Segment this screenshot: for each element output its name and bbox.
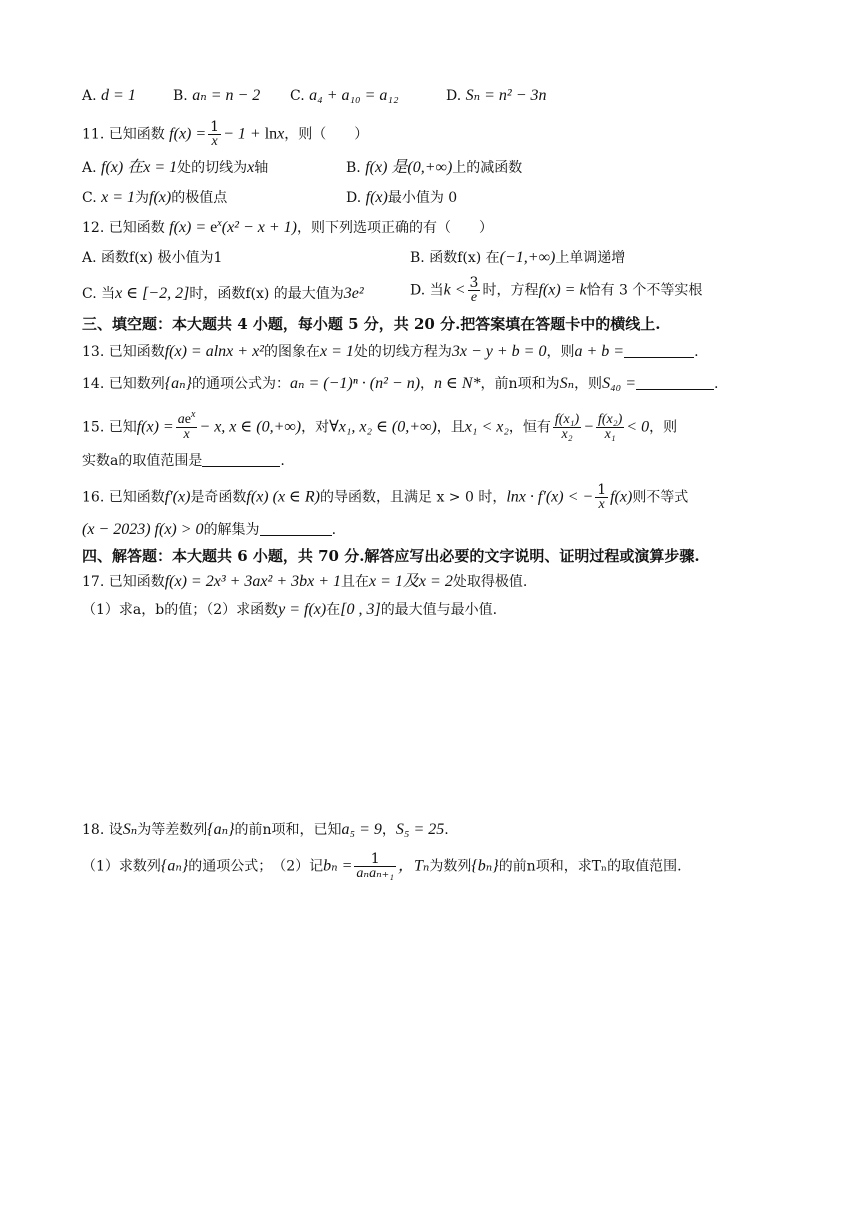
q12-option-d: D. 当k < $\frac{3}{e}$ 时，方程f(x) = k恰有 3 个不等实根 — [410, 275, 703, 305]
q13-answer-blank[interactable] — [624, 343, 694, 358]
q10-option-b: B. aₙ = n − 2 — [173, 87, 261, 104]
q14-answer-blank[interactable] — [636, 375, 714, 390]
q11-stem: 11. 已知函数 f(x) = $\frac{1}{x}$ − 1 + lnx，则（ ） — [82, 119, 369, 149]
q12-stem: 12. 已知函数 $f(x) = e^x(x^2 - x + 1)$，则下列选项正确的有（ ） — [82, 218, 493, 236]
section-4-heading: 四、解答题：本大题共 6 小题，共 70 分.解答应写出必要的文字说明、证明过程或演算步骤. — [82, 547, 700, 565]
q16: 16. 已知函数f′(x)是奇函数f(x) (x ∈ R)的导函数，且满足 x > 0 时，lnx · f′(x) < − $\frac{1}{x}$ f(x)则不等式 — [82, 482, 689, 512]
section-3-heading: 三、填空题：本大题共 4 小题，每小题 5 分，共 20 分.把答案填在答题卡中的横线上. — [82, 315, 661, 333]
q12-option-c: C. 当x ∈ [−2, 2]时，函数f(x) 的最大值为3e² — [82, 285, 364, 302]
q12-option-b: B. 函数f(x) 在(−1,+∞)上单调递增 — [410, 249, 626, 266]
q18-parts: （1）求数列{aₙ}的通项公式； （2）记bₙ = $\frac{1}{\text{aₙaₙ₊₁}}$ ，Tₙ为数列{bₙ}的前n项和，求Tₙ的取值范围. — [82, 851, 682, 881]
q18: 18. 设Sₙ为等差数列{aₙ}的前n项和，已知a₅ = 9，S₅ = 25. — [82, 821, 449, 838]
q14: 14. 已知数列{aₙ}的通项公式为：aₙ = (−1)ⁿ · (n² − n)，n ∈ N*，前n项和为Sₙ，则S₄₀ = . — [82, 375, 719, 392]
q11-option-c: C. x = 1为f(x)的极值点 — [82, 189, 228, 206]
q15-answer-blank[interactable] — [202, 452, 280, 467]
q16-answer-blank[interactable] — [260, 521, 332, 536]
q10-option-a: A. d = 1 — [82, 87, 136, 104]
q11-option-d: D. f(x)最小值为 0 — [346, 189, 458, 206]
q17-parts: （1）求a，b的值；（2）求函数y = f(x)在[0 , 3]的最大值与最小值. — [82, 601, 498, 618]
q17: 17. 已知函数f(x) = 2x³ + 3ax² + 3bx + 1且在x = 1及x = 2处取得极值. — [82, 573, 528, 590]
q13: 13. 已知函数f(x) = alnx + x²的图象在x = 1处的切线方程为3x − y + b = 0，则a + b = . — [82, 343, 699, 360]
q11-option-a: A. f(x) 在x = 1处的切线为x轴 — [82, 159, 269, 176]
q10-option-c: C. a₄ + a₁₀ = a₁₂ — [290, 87, 399, 104]
q12-option-a: A. 函数f(x) 极小值为1 — [82, 250, 223, 266]
q10-option-d: D. Sₙ = n² − 3n — [446, 87, 547, 104]
q11-option-b: B. f(x) 是(0,+∞)上的减函数 — [346, 159, 523, 176]
q15: 15. 已知f(x) = $\frac{ae^x}{x}$ − x, x ∈ (0,+∞)，对∀x₁, x₂ ∈ (0,+∞)，且x₁ < x₂，恒有 $\frac{\text{f(x₁)}}{\text{x₂}}$ − $\frac{\text{f(x₂)}}{\text{x₁}}$ < 0，则 — [82, 409, 678, 442]
q16-line2: (x − 2023) f(x) > 0的解集为 . — [82, 521, 337, 538]
q15-line2: 实数a的取值范围是 . — [82, 453, 285, 469]
